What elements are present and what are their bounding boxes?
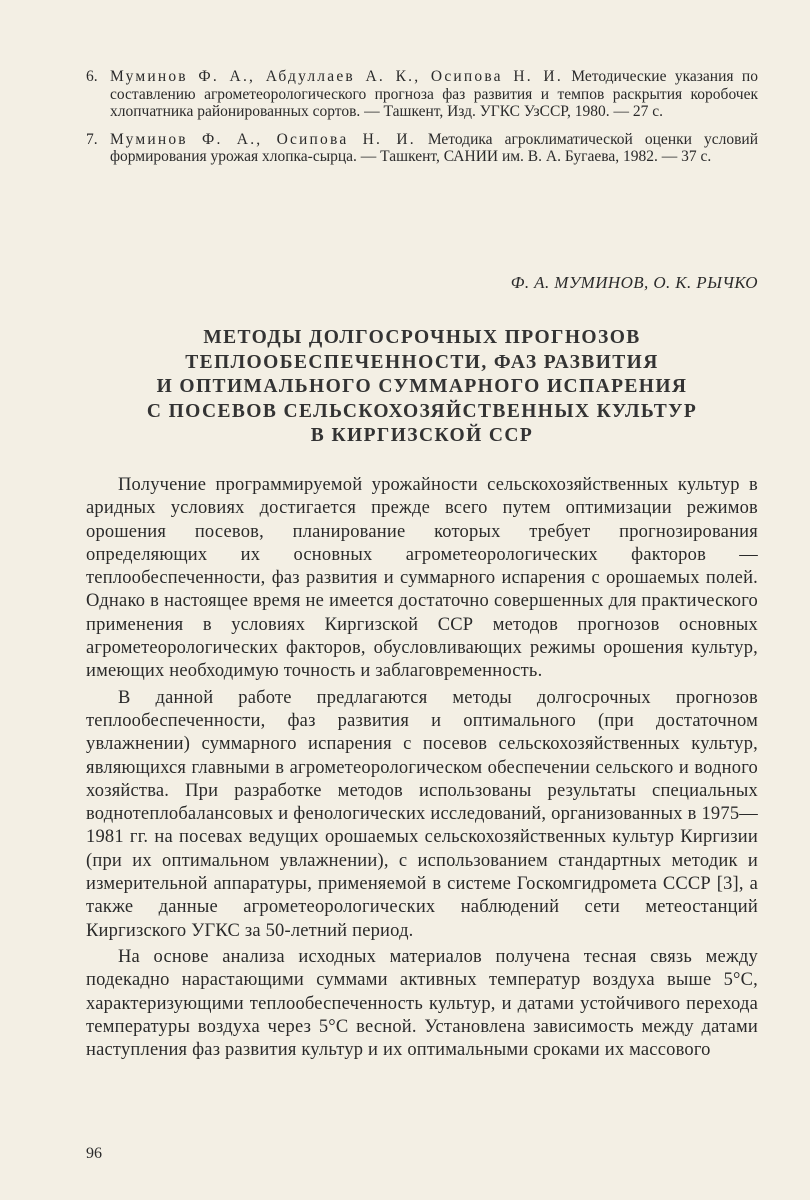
article-body [86,474,758,1065]
title-line: ТЕПЛООБЕСПЕЧЕННОСТИ, ФАЗ РАЗВИТИЯ [185,351,659,373]
reference-list [86,68,758,176]
title-line: И ОПТИМАЛЬНОГО СУММАРНОГО ИСПАРЕНИЯ [156,376,688,397]
reference-details: Методические указания по составлению агрометеорологического прогноза фаз развития и темпов раскрытия коробочек хлопчатника районированных сортов. — Ташкент, Изд. УГКС УзССР, 1980. — 27 с. [110,68,758,120]
reference-item [86,68,758,121]
reference-authors: Муминов Ф. А., Осипова Н. И. [110,130,416,148]
title-line: В КИРГИЗСКОЙ ССР [310,425,534,446]
title-line: МЕТОДЫ ДОЛГОСРОЧНЫХ ПРОГНОЗОВ [203,327,641,348]
reference-text [110,68,758,121]
paragraph: На основе анализа исходных материалов получена тесная связь между подекадно нарастающими суммами активных температур воздуха выше 5°С, характеризующими теплообеспеченность культур, и датами устойчивого перехода температуры воздуха через 5°С весной. Установлена зависимость между датами наступления фаз развития культур и их оптимальными сроками их массового [86,946,758,1061]
reference-authors: Муминов Ф. А., Абдуллаев А. К., Осипова Н. И. [110,68,563,85]
reference-details: Методика агроклиматической оценки условий формирования урожая хлопка-сырца. — Ташкент, САНИИ им. В. А. Бугаева, 1982. — 37 с. [110,130,758,165]
paragraph: В данной работе предлагаются методы долгосрочных прогнозов теплообеспеченности, фаз развития и оптимального (при достаточном увлажнении) суммарного испарения с посевов сельскохозяйственных культур, являющихся главными в агрометеорологическом обеспечении сельского и водного хозяйства. При разработке методов использованы результаты специальных воднотеплобалансовых и фенологических исследований, организованных в 1975—1981 гг. на посевах ведущих орошаемых сельскохозяйственных культур Киргизии (при их оптимальном увлажнении), с использованием стандартных методик и измерительной аппаратуры, применяемой в системе Госкомгидромета СССР [3], а также данные агрометеорологических наблюдений сети метеостанций Киргизского УГКС за 50-летний период. [86,687,758,941]
article-title [86,326,758,449]
page-number: 96 [86,1145,102,1162]
title-line: С ПОСЕВОВ СЕЛЬСКОХОЗЯЙСТВЕННЫХ КУЛЬТУР [146,400,698,422]
reference-text [110,131,758,166]
article-authors: Ф. А. МУМИНОВ, О. К. РЫЧКО [510,273,758,292]
reference-number: 7. [86,130,98,148]
reference-item [86,131,758,166]
paragraph: Получение программируемой урожайности сельскохозяйственных культур в аридных условиях достигается прежде всего путем оптимизации режимов орошения посевов, планирование которых требует прогнозирования определяющих их основных агрометеорологических факторов — теплообеспеченности, фаз развития и суммарного испарения с орошаемых полей. Однако в настоящее время не имеется достаточно совершенных для практического применения в условиях Киргизской ССР методов прогнозов основных агрометеорологических факторов, обусловливающих режимы орошения культур, имеющих необходимую точность и заблаговременность. [86,475,758,682]
reference-number: 6. [86,68,98,85]
